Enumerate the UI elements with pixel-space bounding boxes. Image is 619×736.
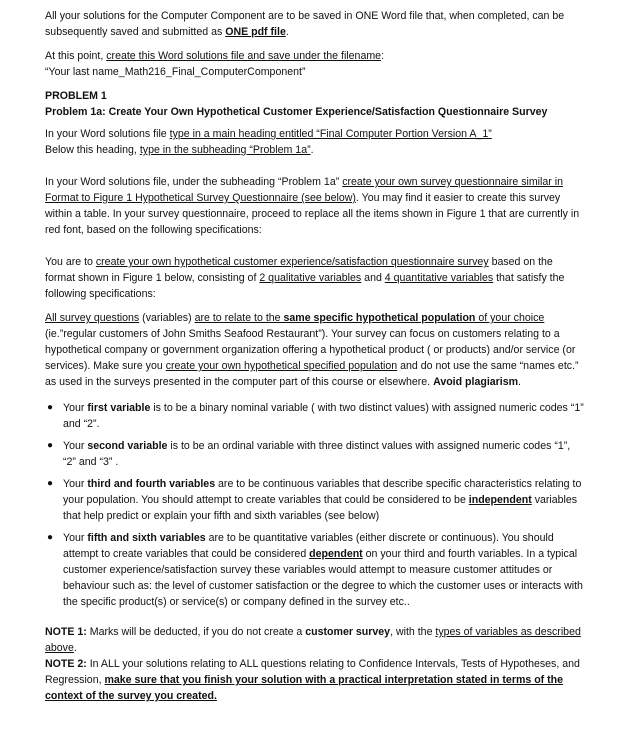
list-item bbox=[45, 476, 585, 524]
text: . bbox=[285, 26, 289, 38]
filename-paragraph bbox=[45, 48, 585, 80]
text: In ALL your solutions relating to ALL questions relating to Confidence Intervals, Tests of Hypotheses, and Regression, bbox=[45, 658, 580, 686]
text: and bbox=[361, 272, 385, 284]
text: . bbox=[73, 642, 77, 654]
emphasis: type in the subheading “Problem 1a” bbox=[139, 144, 311, 156]
note-2 bbox=[45, 656, 585, 704]
text: , with the bbox=[390, 626, 436, 638]
bold-text: customer survey bbox=[305, 626, 391, 638]
emphasis: create your own hypothetical customer experience/satisfaction questionnaire survey bbox=[95, 256, 489, 268]
text: Your bbox=[63, 440, 88, 452]
document-body bbox=[45, 8, 585, 704]
heading: PROBLEM 1 bbox=[45, 90, 107, 102]
emphasis: 4 quantitative variables bbox=[384, 272, 494, 284]
problem-heading bbox=[45, 88, 585, 104]
emphasis: types of variables as described above bbox=[45, 626, 581, 654]
emphasis: create this Word solutions file and save under the filename bbox=[106, 50, 382, 62]
bullet-icon: ● bbox=[47, 402, 54, 413]
subheading: Problem 1a: Create Your Own Hypothetical Customer Experience/Satisfaction Questionnaire Survey bbox=[45, 106, 548, 118]
bold-text: third and fourth variables bbox=[87, 478, 216, 490]
bold-text: Avoid plagiarism bbox=[433, 376, 519, 388]
note-label: NOTE 1: bbox=[45, 626, 87, 638]
population-paragraph bbox=[45, 310, 585, 390]
text: All your solutions for the Computer Component are to be saved in ONE Word file that, when completed, can be subsequently saved and submitted as bbox=[45, 10, 565, 38]
bold-text: second variable bbox=[87, 440, 168, 452]
text: Your bbox=[63, 532, 88, 544]
survey-instructions bbox=[45, 174, 585, 238]
text: . bbox=[518, 376, 521, 388]
bold-text: fifth and sixth variables bbox=[87, 532, 206, 544]
text: that satisfy the following specifications: bbox=[45, 272, 565, 300]
bold-emphasis: independent bbox=[468, 494, 532, 506]
heading-instructions bbox=[45, 126, 585, 158]
text: Your bbox=[63, 478, 88, 490]
bullet-icon: ● bbox=[47, 478, 54, 489]
text: Marks will be deducted, if you do not create a bbox=[86, 626, 306, 638]
variable-list bbox=[45, 400, 585, 610]
text: is to be a binary nominal variable ( with two distinct values) with assigned numeric codes “1” and “2”. bbox=[63, 402, 584, 430]
emphasis: of your choice bbox=[475, 312, 545, 324]
problem-subheading bbox=[45, 104, 585, 120]
text: and do not use the same “names etc.” as used in the surveys presented in the computer part of this course or elsewhere. bbox=[45, 360, 579, 388]
text: (variables) bbox=[139, 312, 195, 324]
list-item bbox=[45, 438, 585, 470]
bullet-icon: ● bbox=[47, 532, 54, 543]
text: variables that help predict or explain your fifth and sixth variables (see below) bbox=[63, 494, 578, 522]
emphasis: create your own hypothetical specified population bbox=[165, 360, 398, 372]
list-item bbox=[45, 400, 585, 432]
emphasis: All survey questions bbox=[45, 312, 140, 324]
emphasis: are to relate to the bbox=[194, 312, 284, 324]
note-label: NOTE 2: bbox=[45, 658, 87, 670]
text: . bbox=[310, 144, 314, 156]
text: based on the format shown in Figure 1 below, consisting of bbox=[45, 256, 553, 284]
text: . You may find it easier to create this survey within a table. In your survey questionnaire, proceed to replace all the items shown in Figure 1 that are currently in red font, based on the following specifications: bbox=[45, 192, 580, 236]
text: is to be an ordinal variable with three distinct values with assigned numeric codes “1”, “2” and “3” . bbox=[63, 440, 571, 468]
text: You are to bbox=[45, 256, 96, 268]
text: In your Word solutions file bbox=[45, 128, 170, 140]
text: are to be continuous variables that describe specific characteristics relating to your population. You should attempt to create variables that could be considered to be bbox=[63, 478, 582, 506]
text: (ie.”regular customers of John Smiths Seafood Restaurant”). Your survey can focus on customers relating to a hypothetical company or government organization offering a hypothetical product ( or products) and/or service (or services). Make sure you bbox=[45, 328, 576, 372]
emphasis: type in a main heading entitled “Final Computer Portion Version A_1” bbox=[169, 128, 492, 140]
bold-emphasis: same specific hypothetical population bbox=[283, 312, 476, 324]
intro-paragraph bbox=[45, 8, 585, 40]
text: are to be quantitative variables (either discrete or continuous). You should attempt to create variables that could be considered bbox=[63, 532, 554, 560]
text: : bbox=[381, 50, 385, 62]
text: In your Word solutions file, under the subheading “Problem 1a” bbox=[45, 176, 343, 188]
emphasis: 2 qualitative variables bbox=[259, 272, 362, 284]
emphasis: create your own survey questionnaire similar in Format to Figure 1 Hypothetical Survey Questionnaire (see below) bbox=[45, 176, 563, 204]
bold-text: first variable bbox=[87, 402, 151, 414]
filename: “Your last name_Math216_Final_ComputerComponent” bbox=[45, 66, 306, 78]
text: At this point, bbox=[45, 50, 107, 62]
emphasis: ONE pdf file bbox=[225, 26, 286, 38]
bold-emphasis: make sure that you finish your solution with a practical interpretation stated in terms of the context of the survey you created. bbox=[45, 674, 564, 702]
text: Below this heading, bbox=[45, 144, 140, 156]
text: on your third and fourth variables. In a typical customer experience/satisfaction survey these variables would attempt to measure customer attitudes or behaviour such as: the level of customer satisfaction or the degree to which the customer uses or interacts with the specific product(s) or service(s) or company defined in the survey etc.. bbox=[63, 548, 583, 608]
text: Your bbox=[63, 402, 88, 414]
note-1 bbox=[45, 624, 585, 656]
survey-specification bbox=[45, 254, 585, 302]
bullet-icon: ● bbox=[47, 440, 54, 451]
bold-emphasis: dependent bbox=[309, 548, 363, 560]
list-item bbox=[45, 530, 585, 610]
